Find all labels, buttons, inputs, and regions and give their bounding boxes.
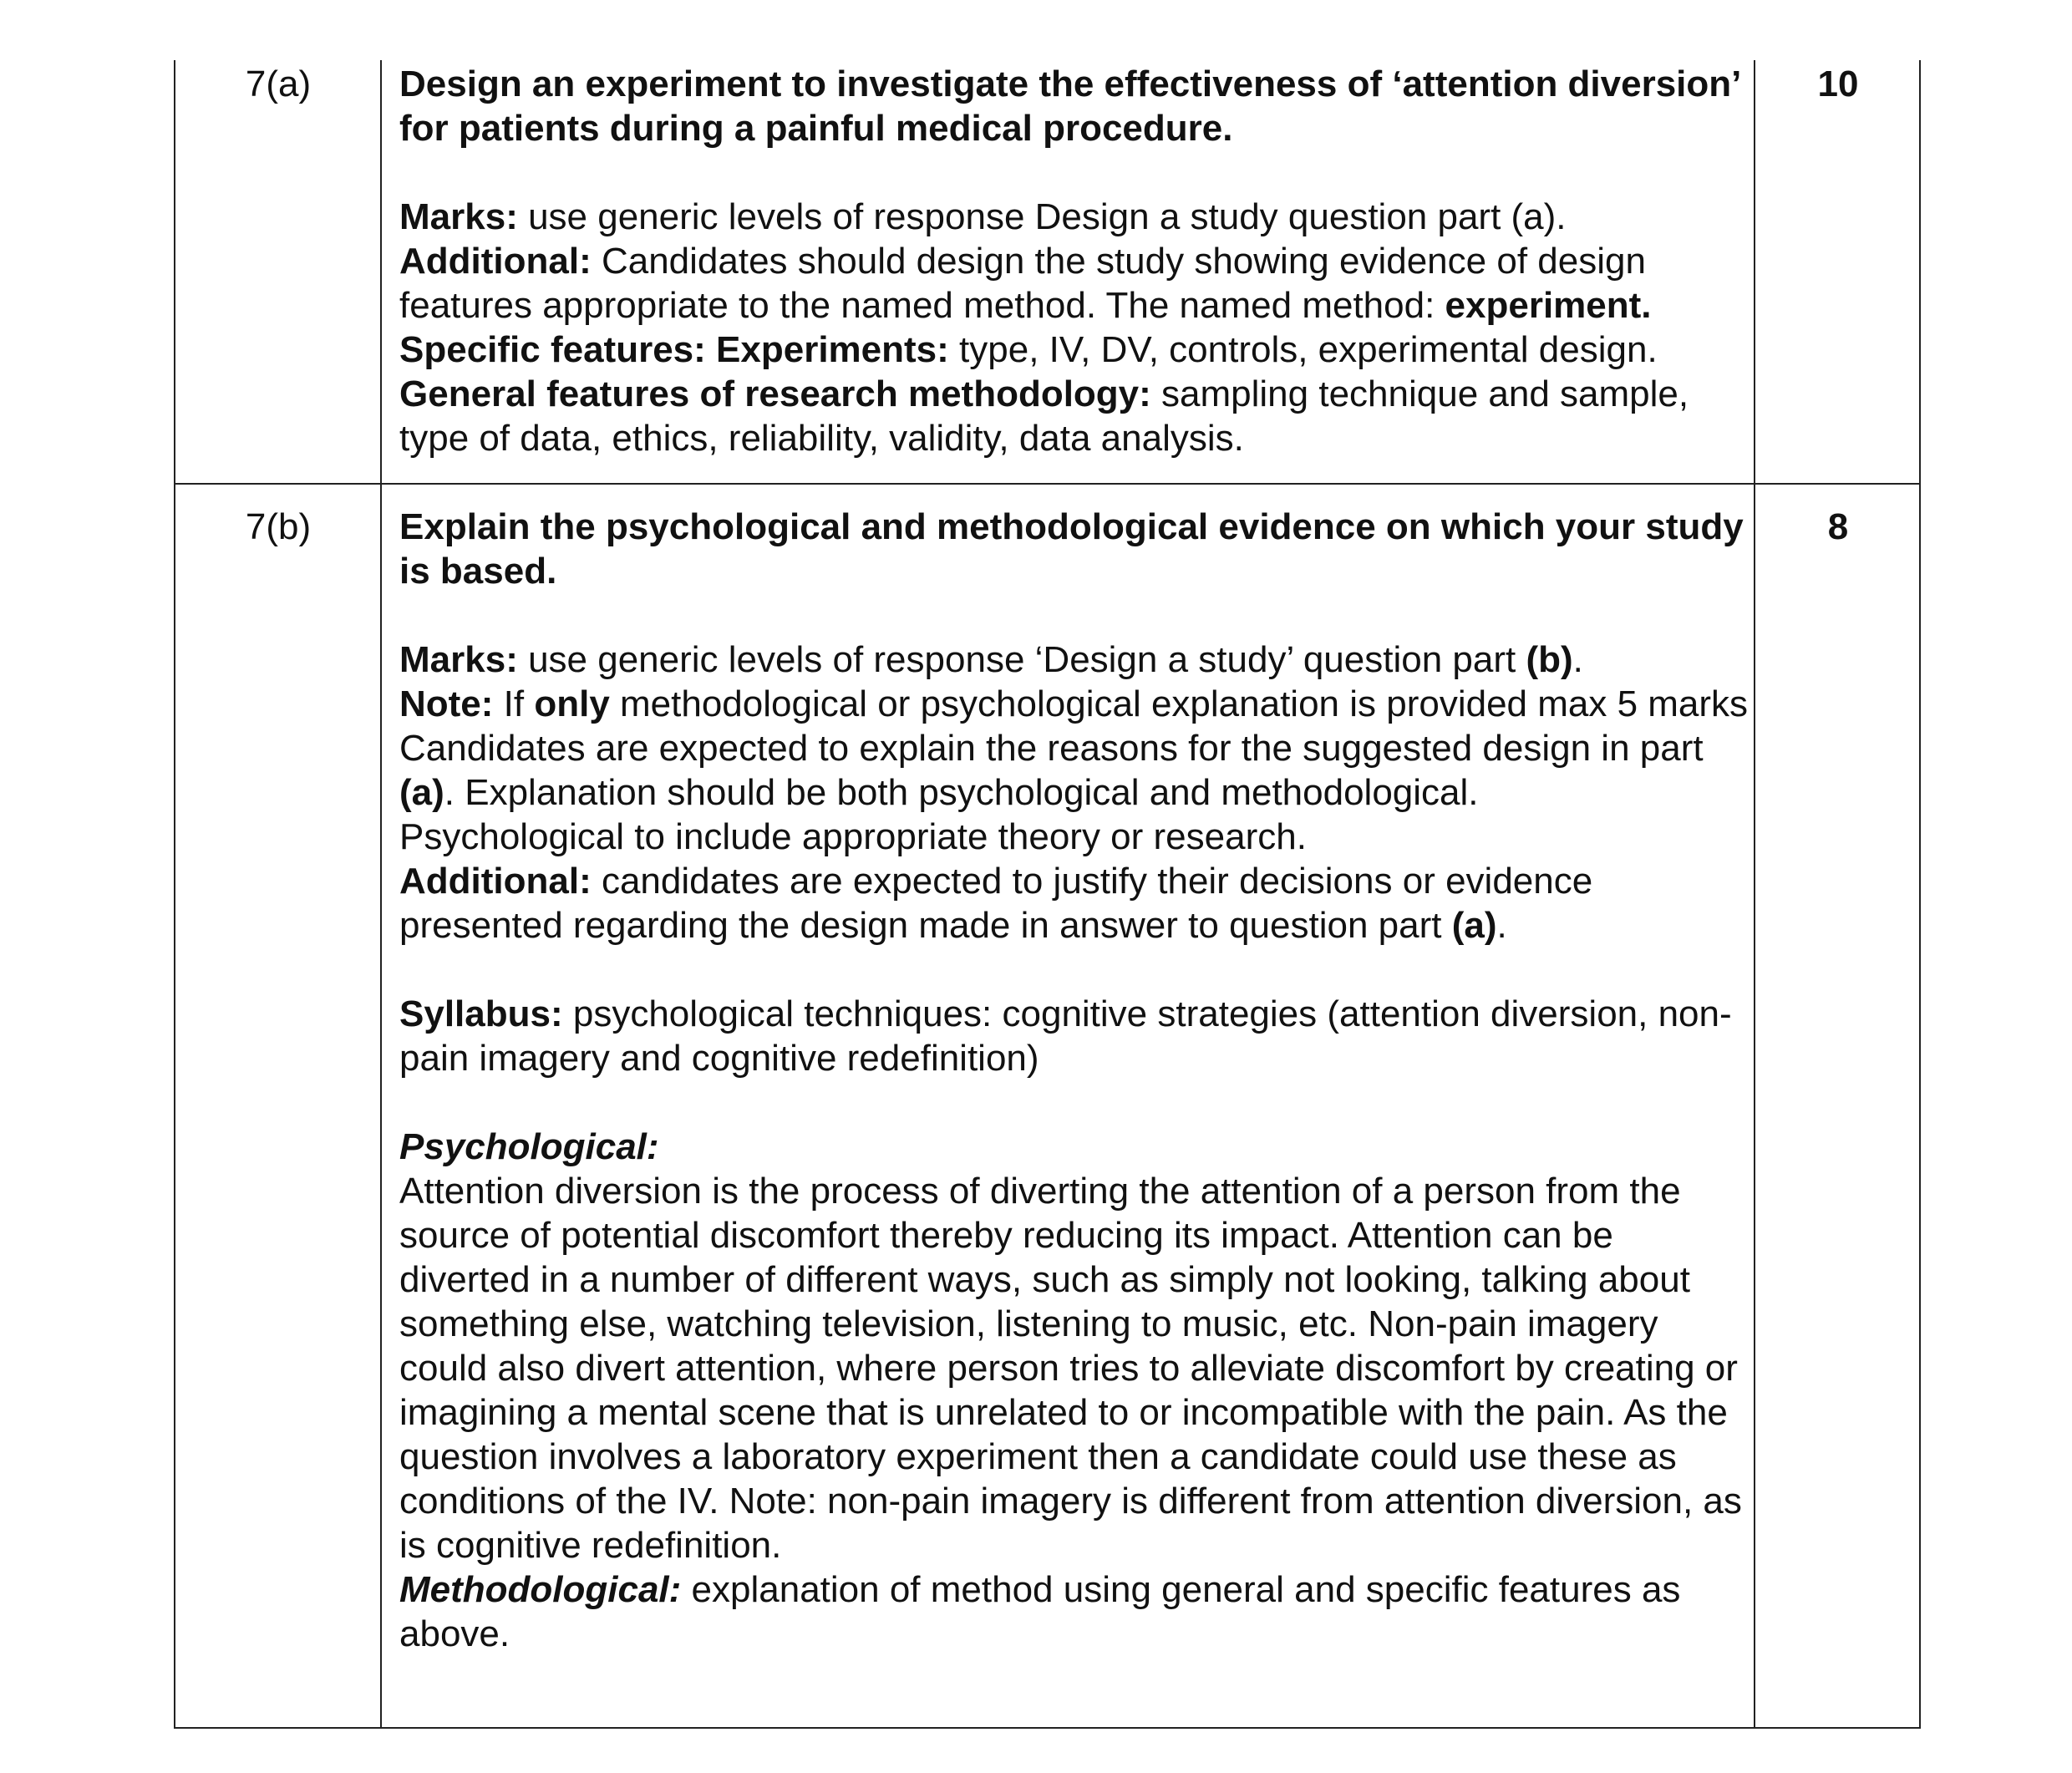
note-guidance: Note: If only methodological or psychological explanation is provided max 5 marks: [399, 683, 1749, 724]
table-bottom-border: [174, 1727, 1921, 1729]
table-right-border: [1919, 60, 1921, 1729]
guidance-cell: [399, 62, 1753, 460]
spacer: [399, 947, 1753, 992]
question-number: 7(b): [245, 506, 312, 547]
row-divider: [174, 483, 1921, 485]
question-text: Design an experiment to investigate the effectiveness of ‘attention diversion’ for patients during a painful medical procedure.: [399, 64, 1739, 149]
spacer: [399, 150, 1753, 195]
additional-guidance: Additional: Candidates should design the study showing evidence of design features appropriate to the named method. The named method: experiment.: [399, 241, 1652, 326]
psychological-include: Psychological to include appropriate theory or research.: [399, 816, 1307, 857]
specific-features: Specific features: Experiments: type, IV, DV, controls, experimental design.: [399, 329, 1658, 370]
syllabus-guidance: Syllabus: psychological techniques: cognitive strategies (attention diversion, non-pain imagery and cognitive redefinition): [399, 993, 1732, 1079]
psychological-explanation: Attention diversion is the process of diverting the attention of a person from the source of potential discomfort thereby reducing its impact. Attention can be diverted in a number of different ways, such as simply not looking, talking about something else, watching television, listening to music, etc. Non-pain imagery could also divert attention, where person tries to alleviate discomfort by creating or imagining a mental scene that is unrelated to or incompatible with the pain. As the question involves a laboratory experiment then a candidate could use these as conditions of the IV. Note: non-pain imagery is different from attention diversion, as is cognitive redefinition.: [399, 1171, 1742, 1566]
question-number: 7(a): [245, 64, 312, 104]
column-divider-2: [1754, 60, 1755, 1729]
marks-guidance: Marks: use generic levels of response Design a study question part (a).: [399, 196, 1567, 237]
candidates-guidance: Candidates are expected to explain the reasons for the suggested design in part (a). Explanation should be both psychological and methodological.: [399, 728, 1704, 813]
general-features: General features of research methodology: sampling technique and sample, type of data, ethics, reliability, validity, data analysis.: [399, 373, 1689, 459]
marks-value: 10: [1817, 64, 1859, 104]
marks-value: 8: [1827, 506, 1849, 547]
spacer: [399, 593, 1753, 638]
column-divider-1: [380, 60, 382, 1729]
table-left-border: [174, 60, 175, 1729]
methodological-guidance: Methodological: explanation of method using general and specific features as above.: [399, 1569, 1681, 1654]
guidance-cell: [399, 505, 1753, 1656]
spacer: [399, 1080, 1753, 1125]
marks-guidance: Marks: use generic levels of response ‘Design a study’ question part (b).: [399, 639, 1583, 680]
question-text: Explain the psychological and methodological evidence on which your study is based.: [399, 506, 1744, 592]
psychological-heading: Psychological:: [399, 1126, 659, 1167]
additional-guidance: Additional: candidates are expected to justify their decisions or evidence presented regarding the design made in answer to question part (a).: [399, 861, 1593, 946]
